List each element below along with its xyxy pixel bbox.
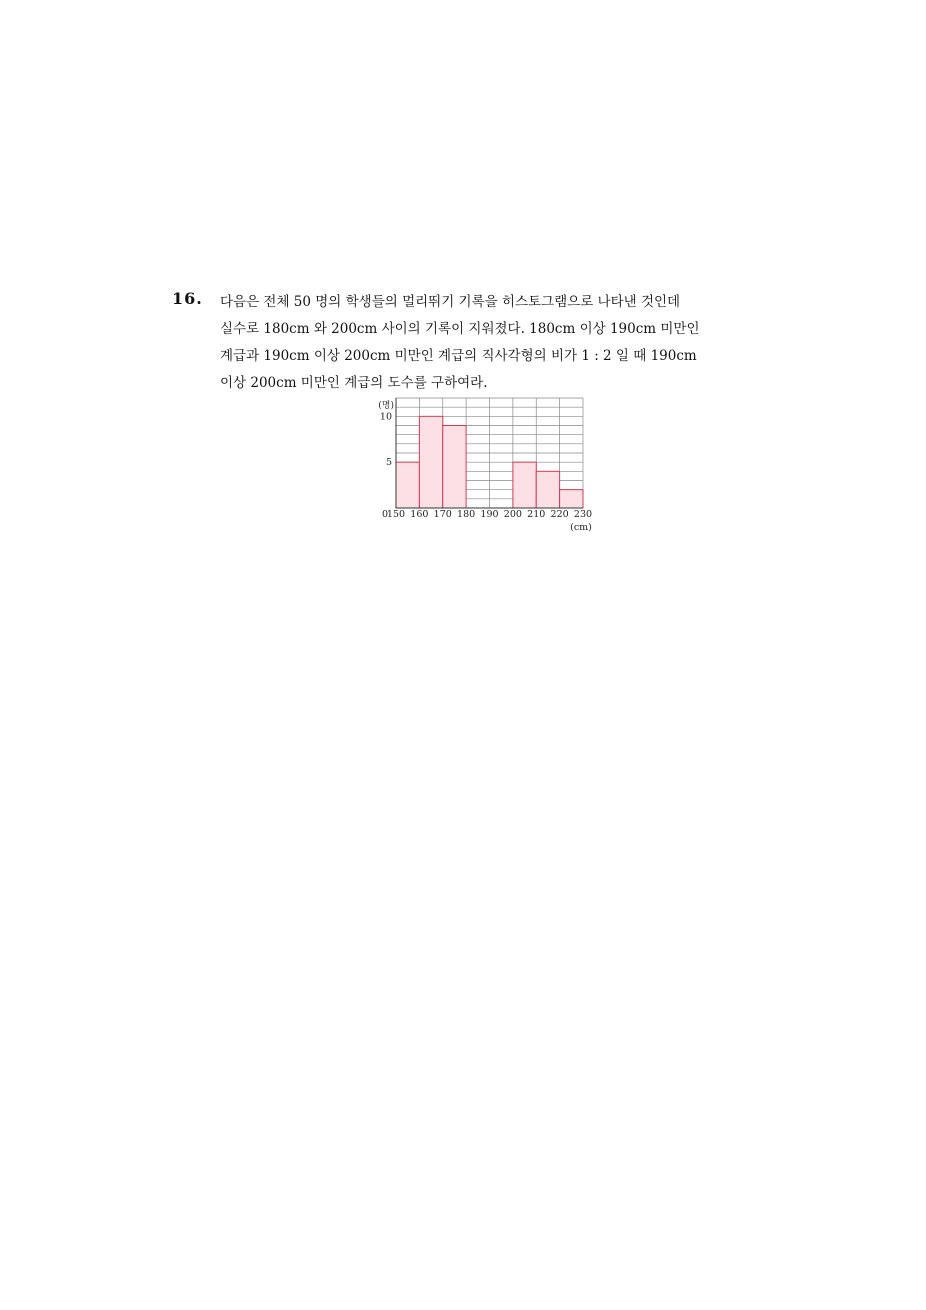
y-tick-label: 5	[385, 457, 392, 469]
x-tick-label: 190	[480, 509, 499, 520]
x-tick-label: 220	[550, 509, 569, 520]
histogram-svg	[355, 395, 605, 540]
question-number: 16.	[172, 289, 203, 308]
x-tick-label: 170	[433, 509, 452, 520]
histogram-bar	[513, 462, 536, 508]
question-line: 계급과 190cm 이상 200cm 미만인 계급의 직사각형의 비가 1 : 2 일 때 190cm	[220, 348, 697, 364]
y-tick-label: 0	[381, 509, 388, 520]
question-text	[220, 289, 760, 397]
histogram-bar	[560, 490, 583, 508]
question-line: 실수로 180cm 와 200cm 사이의 기록이 지워졌다. 180cm 이상 190cm 미만인	[220, 321, 700, 337]
question-line: 이상 200cm 미만인 계급의 도수를 구하여라.	[220, 375, 488, 391]
x-tick-label: 180	[457, 509, 476, 520]
x-tick-label: 160	[410, 509, 429, 520]
x-tick-label: 210	[527, 509, 546, 520]
y-axis-label: (명)	[378, 401, 394, 411]
histogram-bar	[536, 471, 559, 508]
histogram-bar	[419, 416, 442, 508]
x-axis-label: (cm)	[570, 522, 592, 533]
x-tick-label: 230	[573, 509, 593, 520]
question-line: 다음은 전체 50 명의 학생들의 멀리뛰기 기록을 히스토그램으로 나타낸 것인데	[220, 294, 681, 310]
y-tick-label: 10	[379, 411, 392, 423]
histogram-chart	[355, 395, 605, 540]
x-tick-label: 150	[386, 509, 406, 520]
x-tick-label: 200	[503, 509, 522, 520]
histogram-bar	[396, 462, 419, 508]
histogram-bar	[443, 426, 466, 509]
